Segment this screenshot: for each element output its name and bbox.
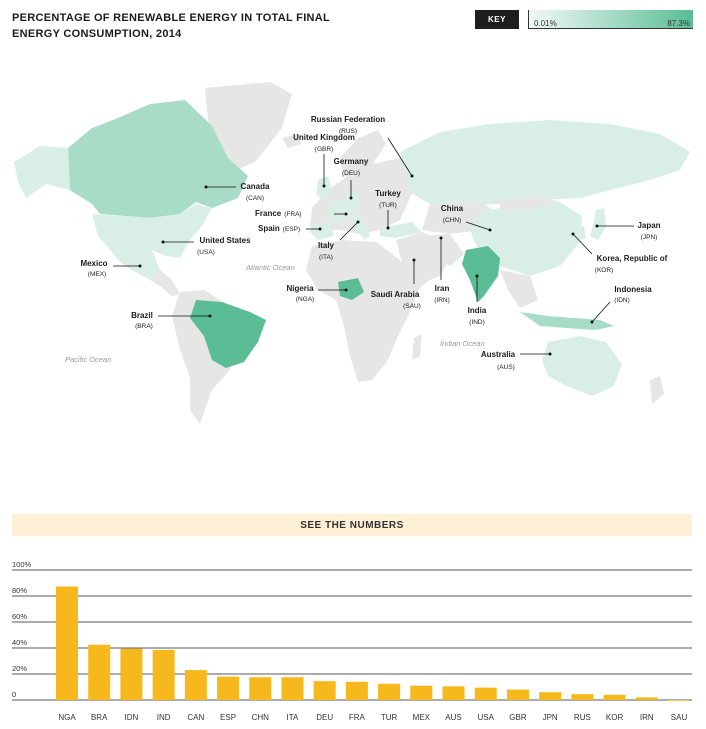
country-rus — [400, 120, 690, 206]
x-tick-label-tur: TUR — [380, 713, 398, 722]
marker-bra — [209, 315, 212, 318]
label-chn-code-text: (CHN) — [442, 217, 462, 224]
bar-nga[interactable] — [56, 587, 78, 700]
marker-kor — [572, 233, 575, 236]
bar-rus[interactable] — [571, 694, 593, 700]
label-can-code — [246, 195, 264, 202]
x-tick-label-sau: SAU — [670, 713, 688, 722]
label-jpn-code-text: (JPN) — [640, 234, 658, 241]
label-bra-code — [135, 323, 153, 330]
x-tick-label-mex: MEX — [412, 713, 430, 722]
label-tur-code — [379, 202, 397, 209]
label-chn — [441, 204, 464, 213]
x-tick-label-chn: CHN — [251, 713, 269, 722]
label-ita-name: Italy — [317, 241, 335, 250]
label-esp-code: (ESP) — [282, 226, 301, 233]
world-map — [0, 80, 706, 430]
bar-aus[interactable] — [443, 686, 465, 700]
ocean-label-atlantic — [245, 263, 295, 272]
label-irn-code-text: (IRN) — [434, 297, 450, 304]
marker-ind — [476, 275, 479, 278]
x-tick-label-jpn: JPN — [542, 713, 558, 722]
marker-chn — [489, 229, 492, 232]
label-irn-name: Iran — [434, 284, 450, 293]
marker-tur — [387, 227, 390, 230]
y-tick-label: 20% — [12, 664, 28, 673]
label-ind-code-text: (IND) — [469, 319, 485, 326]
key-min-label: 0.01% — [534, 19, 557, 28]
ocean-label-indian — [440, 339, 485, 348]
label-deu-code-text: (DEU) — [341, 170, 361, 177]
y-tick-label: 0 — [12, 690, 17, 699]
label-ita-code-text: (ITA) — [319, 254, 333, 261]
label-fra-name: France — [255, 209, 282, 218]
label-bra — [131, 311, 153, 320]
ocean-label-atlantic-text: Atlantic Ocean — [246, 263, 295, 272]
label-ind-code — [469, 319, 485, 326]
label-kor-code-text: (KOR) — [594, 267, 614, 274]
label-gbr-name: United Kingdom — [293, 133, 355, 142]
grid-layer — [12, 560, 692, 700]
label-nga-code-text: (NGA) — [295, 296, 315, 303]
label-kor — [597, 254, 668, 263]
label-sau-code-text: (SAU) — [403, 303, 421, 310]
label-ita-code — [319, 254, 333, 261]
x-tick-label-kor: KOR — [605, 713, 624, 722]
label-fra-code: (FRA) — [284, 211, 302, 218]
label-ind — [468, 306, 487, 315]
marker-usa — [162, 241, 165, 244]
label-nga-name: Nigeria — [286, 284, 314, 293]
country-idn — [520, 312, 614, 330]
label-aus-name: Australia — [480, 350, 516, 359]
marker-nga — [345, 289, 348, 292]
label-aus-code — [497, 364, 515, 371]
x-tick-label-usa: USA — [477, 713, 494, 722]
country-ind — [462, 246, 500, 302]
label-esp — [258, 224, 300, 233]
label-sau-code — [403, 303, 421, 310]
label-sau-name: Saudi Arabia — [370, 290, 420, 299]
marker-deu — [350, 197, 353, 200]
label-rus — [311, 115, 385, 124]
marker-sau — [413, 259, 416, 262]
x-tick-label-fra: FRA — [348, 713, 365, 722]
bar-gbr[interactable] — [507, 690, 529, 700]
label-rus-name: Russian Federation — [310, 115, 386, 124]
label-usa-name: United States — [199, 236, 251, 245]
marker-rus — [411, 175, 414, 178]
label-ita — [318, 241, 335, 250]
label-idn-name: Indonesia — [614, 285, 652, 294]
y-tick-label: 40% — [12, 638, 28, 647]
label-jpn — [637, 221, 660, 230]
x-tick-label-rus: RUS — [573, 713, 591, 722]
x-tick-label-aus: AUS — [445, 713, 462, 722]
marker-ita — [357, 221, 360, 224]
bar-chart — [0, 555, 706, 729]
label-chn-code — [443, 217, 461, 224]
x-tick-label-bra: BRA — [90, 713, 108, 722]
label-can — [241, 182, 270, 191]
bar-ita[interactable] — [281, 677, 303, 700]
key-color-scale — [528, 10, 693, 29]
key-badge: KEY — [475, 10, 519, 29]
bar-layer — [56, 587, 690, 701]
marker-aus — [549, 353, 552, 356]
country-esp — [310, 222, 334, 240]
label-kor-code — [595, 267, 613, 274]
bar-irn[interactable] — [636, 697, 658, 700]
see-the-numbers-banner[interactable]: SEE THE NUMBERS — [12, 514, 692, 536]
label-mex-code-text: (MEX) — [87, 271, 107, 278]
madagascar-shape — [412, 334, 422, 360]
x-tick-label-ita: ITA — [286, 713, 299, 722]
x-tick-label-can: CAN — [187, 713, 205, 722]
bar-ind[interactable] — [153, 650, 175, 700]
label-rus-code-text: (RUS) — [338, 128, 358, 135]
key-max-label: 87.3% — [667, 19, 690, 28]
label-gbr-code — [315, 146, 333, 153]
bar-kor[interactable] — [604, 695, 626, 700]
ocean-label-pacific — [65, 355, 111, 364]
x-tick-label-ind: IND — [156, 713, 171, 722]
label-deu-code — [342, 170, 360, 177]
label-gbr-code-text: (GBR) — [314, 146, 334, 153]
bar-mex[interactable] — [410, 686, 432, 700]
label-mex-name: Mexico — [80, 259, 108, 268]
bar-can[interactable] — [185, 670, 207, 700]
bar-tur[interactable] — [378, 684, 400, 700]
label-bra-code-text: (BRA) — [135, 323, 153, 330]
label-jpn-name: Japan — [637, 221, 661, 230]
x-tick-label-idn: IDN — [124, 713, 139, 722]
label-tur-name: Turkey — [375, 189, 401, 198]
label-mex-code — [88, 271, 106, 278]
southeast-asia-shape — [500, 270, 538, 308]
y-tick-label: 60% — [12, 612, 28, 621]
bar-sau[interactable] — [668, 700, 690, 701]
label-irn-code — [434, 297, 450, 304]
label-tur-code-text: (TUR) — [379, 202, 397, 209]
ocean-label-indian-text: Indian Ocean — [440, 339, 485, 348]
label-bra-name: Brazil — [131, 311, 153, 320]
marker-can — [205, 186, 208, 189]
y-tick-label: 80% — [12, 586, 28, 595]
bar-chn[interactable] — [249, 677, 271, 700]
x-tick-label-gbr: GBR — [509, 713, 527, 722]
marker-jpn — [596, 225, 599, 228]
x-tick-label-irn: IRN — [639, 713, 654, 722]
marker-gbr — [323, 185, 326, 188]
label-deu — [334, 157, 369, 166]
label-kor-name: Korea, Republic of — [596, 254, 668, 263]
label-nga-code — [296, 296, 314, 303]
label-nga — [286, 284, 314, 293]
chart-title: PERCENTAGE OF RENEWABLE ENERGY IN TOTAL FINAL ENERGY CONSUMPTION, 2014 — [12, 12, 330, 40]
category-label-layer — [58, 713, 687, 722]
marker-esp — [319, 228, 322, 231]
label-can-name: Canada — [240, 182, 270, 191]
marker-mex — [139, 265, 142, 268]
label-usa-code — [197, 249, 215, 256]
bar-jpn[interactable] — [539, 692, 561, 700]
bar-esp[interactable] — [217, 677, 239, 700]
label-jpn-code — [641, 234, 658, 241]
label-sau — [371, 290, 420, 299]
label-aus — [481, 350, 516, 359]
marker-irn — [440, 237, 443, 240]
y-tick-label: 100% — [12, 560, 32, 569]
label-chn-name: China — [440, 204, 464, 213]
label-mex — [80, 259, 107, 268]
bar-fra[interactable] — [346, 682, 368, 700]
x-tick-label-nga: NGA — [58, 713, 76, 722]
label-esp-name: Spain — [258, 224, 280, 233]
label-gbr — [293, 133, 355, 142]
x-tick-label-deu: DEU — [316, 713, 334, 722]
label-idn-code — [614, 297, 630, 304]
label-ind-name: India — [467, 306, 487, 315]
alaska-shape — [14, 146, 70, 198]
label-fra — [255, 209, 302, 218]
bar-deu[interactable] — [314, 681, 336, 700]
country-jpn — [590, 208, 606, 240]
marker-fra — [345, 213, 348, 216]
bar-usa[interactable] — [475, 688, 497, 700]
label-usa — [199, 236, 251, 245]
bar-idn[interactable] — [120, 649, 142, 700]
new-zealand-shape — [650, 376, 664, 404]
label-can-code-text: (CAN) — [245, 195, 265, 202]
leader-idn — [592, 302, 610, 322]
x-tick-label-esp: ESP — [220, 713, 237, 722]
ocean-label-pacific-text: Pacific Ocean — [65, 355, 112, 364]
label-irn — [435, 284, 450, 293]
label-aus-code-text: (AUS) — [497, 364, 515, 371]
country-aus — [542, 336, 622, 396]
label-idn-code-text: (IDN) — [614, 297, 630, 304]
marker-idn — [591, 321, 594, 324]
label-usa-code-text: (USA) — [197, 249, 215, 256]
label-tur — [375, 189, 401, 198]
label-deu-name: Germany — [333, 157, 369, 166]
bar-bra[interactable] — [88, 645, 110, 700]
label-idn — [614, 285, 652, 294]
